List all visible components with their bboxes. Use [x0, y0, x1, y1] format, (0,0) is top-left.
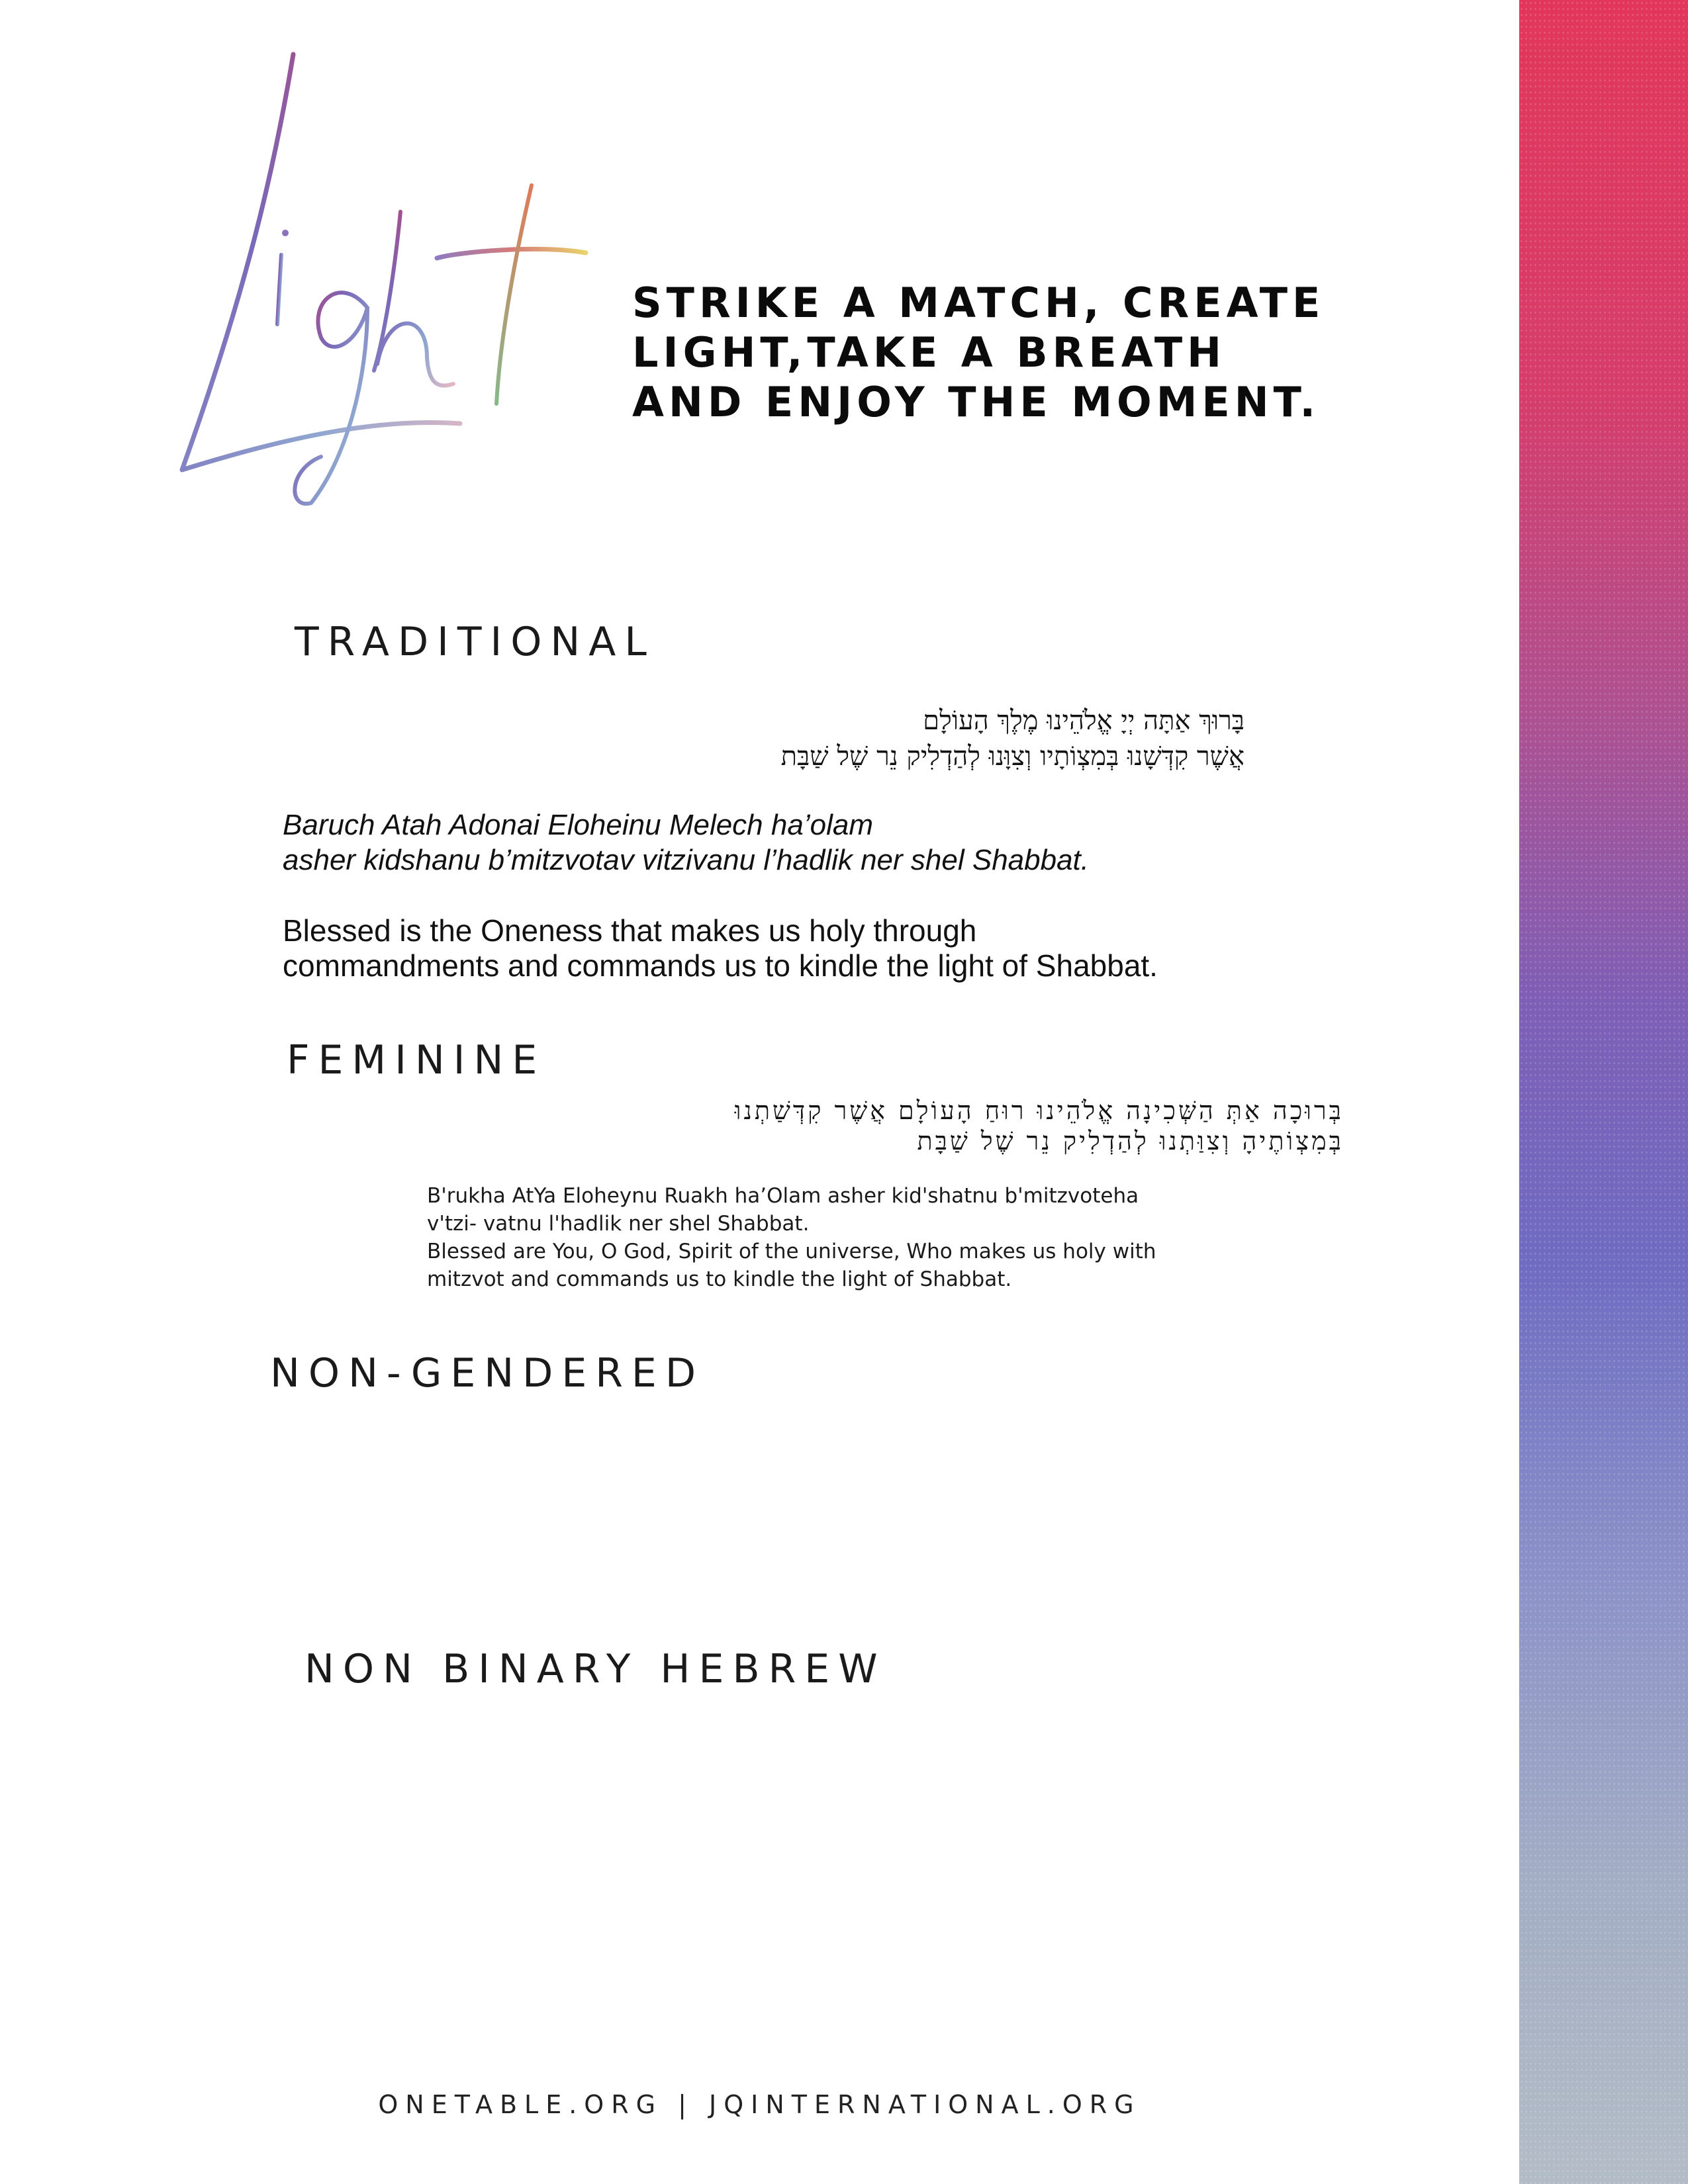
feminine-text-line: B'rukha AtYa Eloheynu Ruakh ha’Olam asher kid'shatnu b'mitzvoteha — [427, 1184, 1139, 1208]
heading-non-binary-hebrew: NON BINARY HEBREW — [305, 1646, 886, 1692]
feminine-text-line: Blessed are You, O God, Spirit of the universe, Who makes us holy with — [427, 1240, 1156, 1263]
tagline — [632, 278, 1393, 427]
heading-feminine: FEMININE — [287, 1037, 546, 1083]
traditional-translation — [283, 913, 1342, 983]
heading-non-gendered: NON-GENDERED — [270, 1350, 705, 1396]
hebrew-line: בְּמִצְוֹתֶיהָ וְצִוַּתְנוּ לְהַדְלִיק נֵר שֶׁל שַׁבָּת — [917, 1126, 1344, 1156]
feminine-text-line: mitzvot and commands us to kindle the light of Shabbat. — [427, 1267, 1012, 1291]
feminine-hebrew-blessing — [463, 1095, 1344, 1156]
hebrew-line: בָּרוּךְ אַתָּה יְיָ אֱלֹהֵינוּ מֶלֶךְ הָעוֹלָם — [923, 705, 1244, 736]
feminine-transliteration-translation — [427, 1182, 1254, 1293]
hebrew-line: בְּרוּכָה אַתְּ הַשְּׁכִינָה אֱלֹהֵינוּ רוּחַ הָעוֹלָם אֲשֶׁר קִדְּשַׁתְנוּ — [734, 1096, 1344, 1125]
heading-traditional: TRADITIONAL — [295, 619, 655, 665]
translation-line: Blessed is the Oneness that makes us holy through — [283, 913, 977, 948]
translation-line: commandments and commands us to kindle the light of Shabbat. — [283, 948, 1158, 983]
light-script-logo — [169, 46, 599, 523]
tagline-line: AND ENJOY THE MOMENT. — [632, 378, 1321, 426]
decorative-gradient-band — [1519, 0, 1688, 2184]
transliteration-line: asher kidshanu b’mitzvotav vitzivanu l’hadlik ner shel Shabbat. — [283, 844, 1089, 876]
footer-links: ONETABLE.ORG | JQINTERNATIONAL.ORG — [378, 2090, 1141, 2119]
tagline-line: LIGHT,TAKE A BREATH — [632, 328, 1227, 377]
hebrew-line: אֲשֶׁר קִדְּשָׁנוּ בְּמִצְוֹתָיו וְצִוָּנוּ לְהַדְלִיק נֵר שֶׁל שַׁבָּת — [780, 741, 1244, 772]
tagline-line: STRIKE A MATCH, CREATE — [632, 279, 1325, 327]
traditional-transliteration — [283, 807, 1342, 878]
transliteration-line: Baruch Atah Adonai Eloheinu Melech ha’olam — [283, 809, 873, 841]
traditional-hebrew-blessing — [596, 703, 1244, 774]
feminine-text-line: v'tzi- vatnu l'hadlik ner shel Shabbat. — [427, 1212, 810, 1236]
